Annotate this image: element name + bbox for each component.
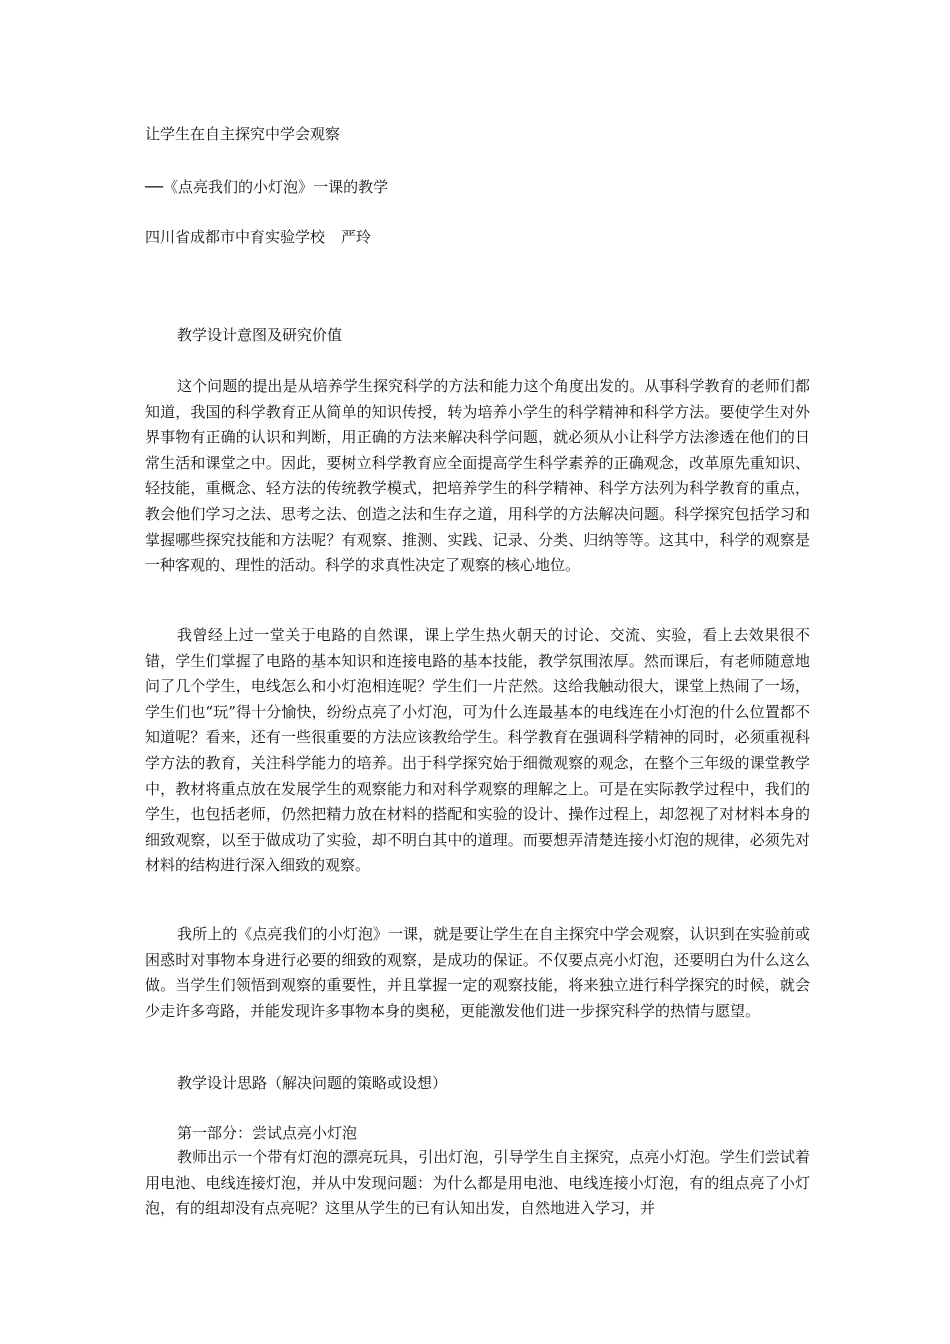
body-paragraph-4: 教师出示一个带有灯泡的漂亮玩具，引出灯泡，引导学生自主探究，点亮小灯泡。学生们尝试着用电池、电线连接灯泡，并从中发现问题：为什么都是用电池、电线连接小灯泡，有的组点亮了小灯泡，有的组却没有点亮呢？这里从学生的已有认知出发，自然地进入学习，并 (145, 1148, 810, 1218)
section-heading-design-approach: 教学设计思路（解决问题的策略或设想） (177, 1074, 448, 1092)
school-name: 四川省成都市中育实验学校 (145, 228, 326, 246)
document-subtitle: ──《点亮我们的小灯泡》一课的教学 (145, 178, 389, 196)
section-heading-part-one: 第一部分：尝试点亮小灯泡 (177, 1124, 358, 1142)
section-heading-design-intent: 教学设计意图及研究价值 (177, 326, 343, 344)
author-line (145, 227, 371, 247)
document-title: 让学生在自主探究中学会观察 (145, 125, 341, 143)
body-paragraph-3: 我所上的《点亮我们的小灯泡》一课，就是要让学生在自主探究中学会观察，认识到在实验前或困惑时对事物本身进行必要的细致的观察，是成功的保证。不仅要点亮小灯泡，还要明白为什么这么做。当学生们领悟到观察的重要性，并且掌握一定的观察技能，将来独立进行科学探究的时候，就会少走许多弯路，并能发现许多事物本身的奥秘，更能激发他们进一步探究科学的热情与愿望。 (145, 925, 810, 1020)
body-paragraph-2: 我曾经上过一堂关于电路的自然课，课上学生热火朝天的讨论、交流、实验，看上去效果很不错，学生们掌握了电路的基本知识和连接电路的基本技能，教学氛围浓厚。然而课后，有老师随意地问了几个学生，电线怎么和小灯泡相连呢？学生们一片茫然。这给我触动很大，课堂上热闹了一场，学生们也“玩”得十分愉快，纷纷点亮了小灯泡，可为什么连最基本的电线连在小灯泡的什么位置都不知道呢？看来，还有一些很重要的方法应该教给学生。科学教育在强调科学精神的同时，必须重视科学方法的教育，关注科学能力的培养。出于科学探究始于细微观察的观念，在整个三年级的课堂教学中，教材将重点放在发展学生的观察能力和对科学观察的理解之上。可是在实际教学过程中，我们的学生，也包括老师，仍然把精力放在材料的搭配和实验的设计、操作过程上，却忽视了对材料本身的细致观察，以至于做成功了实验，却不明白其中的道理。而要想弄清楚连接小灯泡的规律，必须先对材料的结构进行深入细致的观察。 (145, 626, 810, 875)
body-paragraph-1: 这个问题的提出是从培养学生探究科学的方法和能力这个角度出发的。从事科学教育的老师们都知道，我国的科学教育正从简单的知识传授，转为培养小学生的科学精神和科学方法。要使学生对外界事物有正确的认识和判断，用正确的方法来解决科学问题，就必须从小让科学方法渗透在他们的日常生活和课堂之中。因此，要树立科学教育应全面提高学生科学素养的正确观念，改革原先重知识、轻技能，重概念、轻方法的传统教学模式，把培养学生的科学精神、科学方法列为科学教育的重点，教会他们学习之法、思考之法、创造之法和生存之道，用科学的方法解决问题。科学探究包括学习和掌握哪些探究技能和方法呢？有观察、推测、实践、记录、分类、归纳等等。这其中，科学的观察是一种客观的、理性的活动。科学的求真性决定了观察的核心地位。 (145, 377, 810, 575)
author-name: 严玲 (341, 228, 372, 246)
